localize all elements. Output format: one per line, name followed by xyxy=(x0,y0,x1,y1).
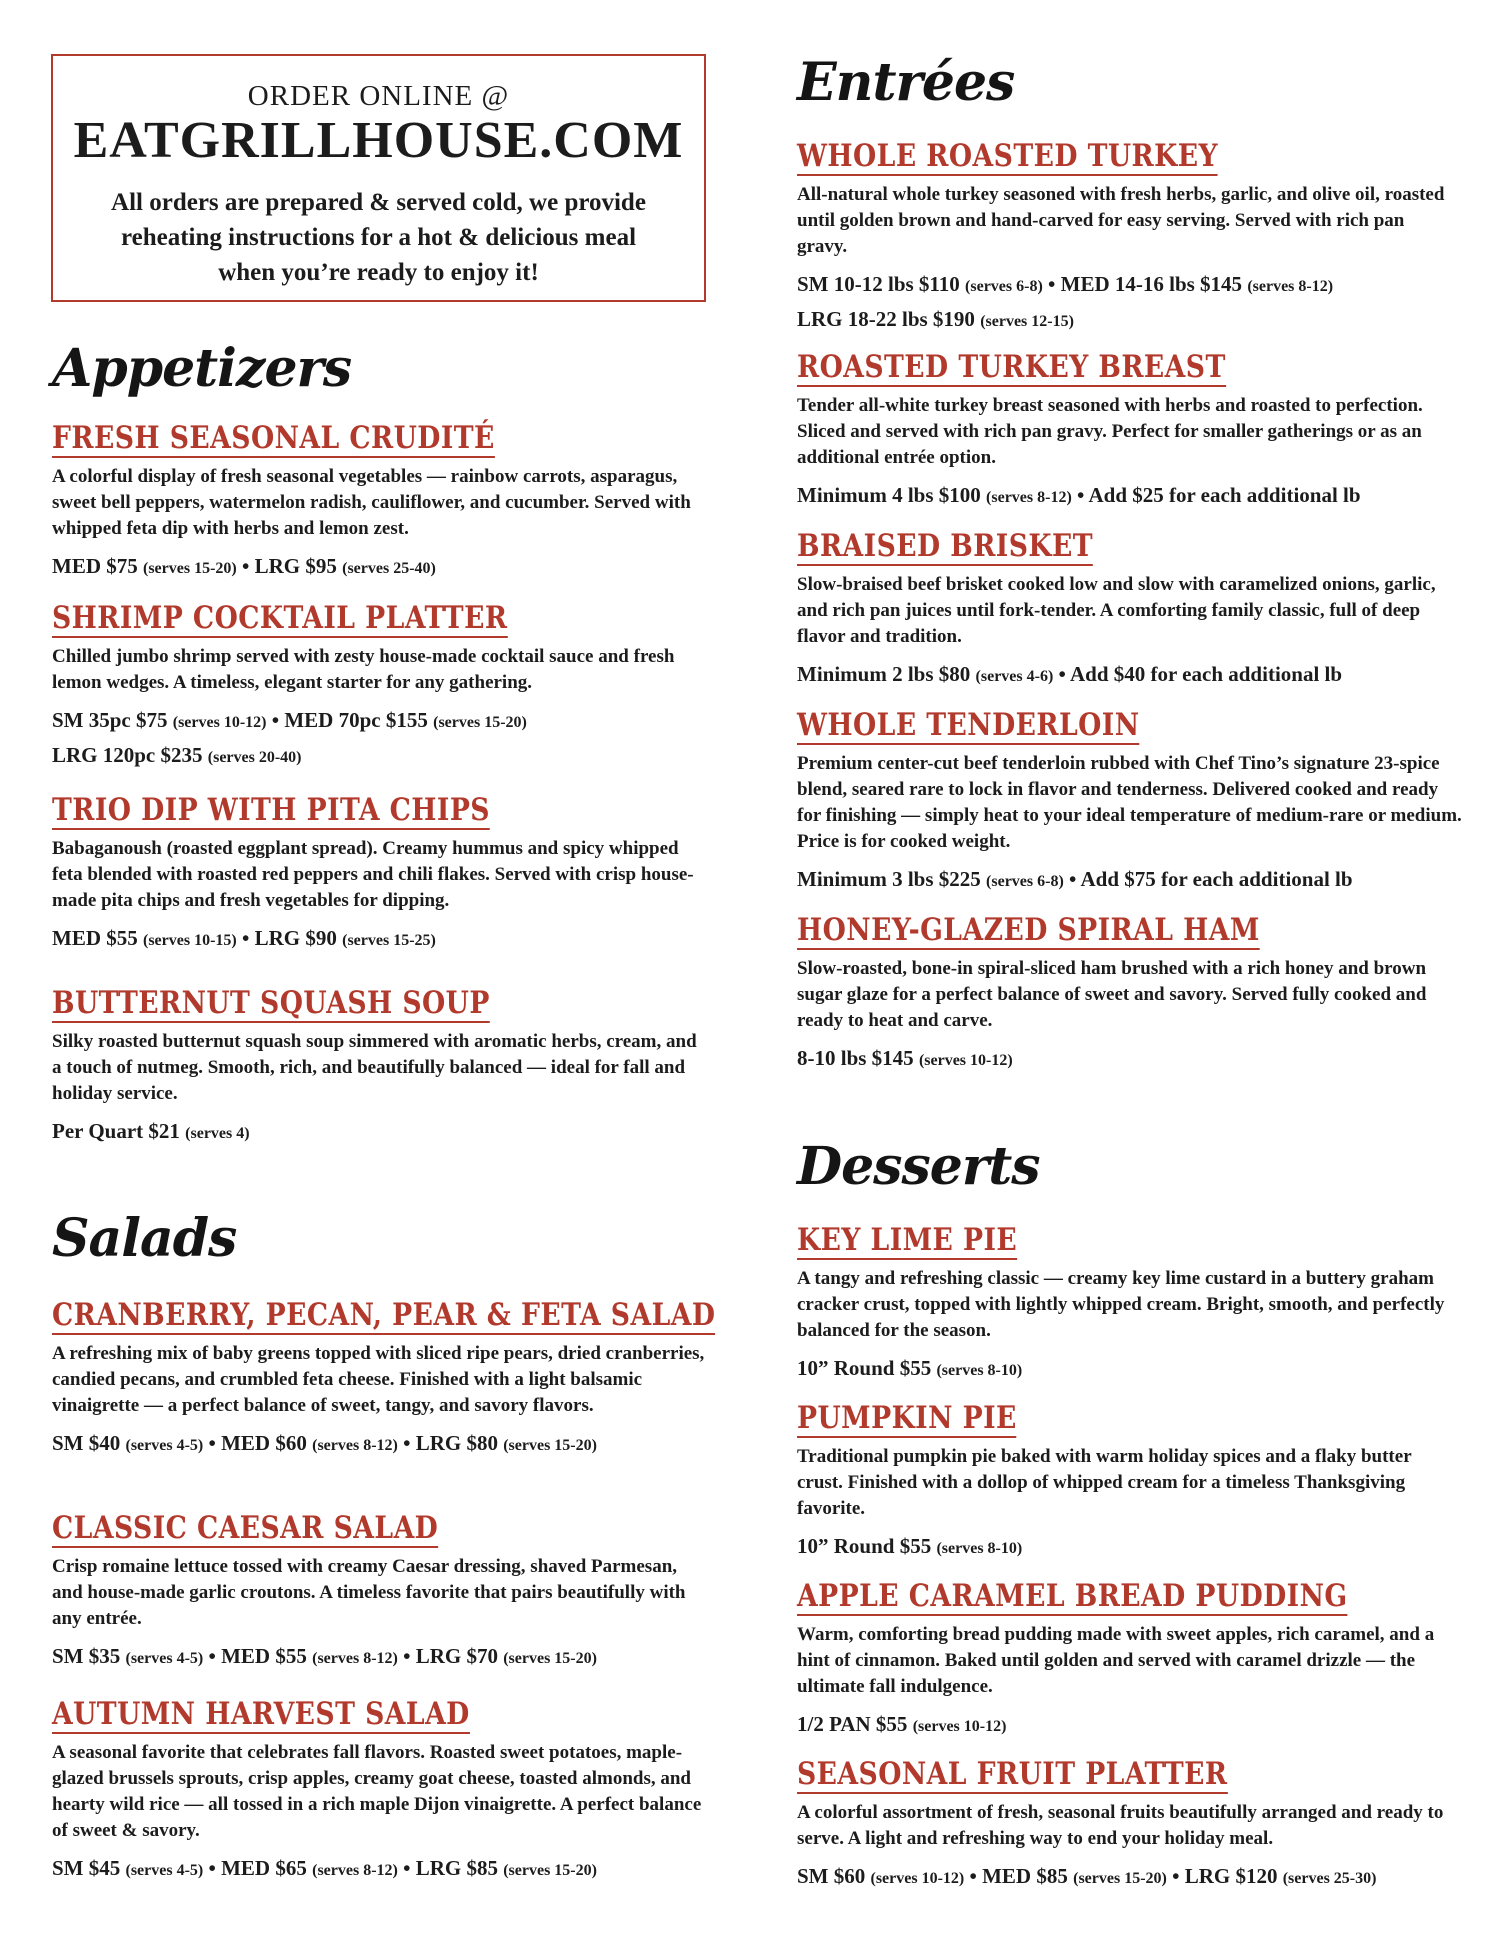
menu-item xyxy=(52,600,702,774)
item-price: 10” Round $55 (serves 8-10) xyxy=(797,1534,1023,1558)
appetizers-heading: Appetizers xyxy=(52,338,352,399)
item-description: A seasonal favorite that celebrates fall flavors. Roasted sweet potatoes, maple-glazed brussels sprouts, crisp apples, creamy goat cheese, toasted almonds, and hearty wild rice — all tossed in a rich maple Dijon vinaigrette. A perfect balance of sweet & savory. xyxy=(52,1742,702,1841)
item-description: Slow-roasted, bone-in spiral-sliced ham brushed with a rich honey and brown sugar glaze for a perfect balance of sweet and savory. Served fully cooked and ready to heat and carve. xyxy=(797,958,1427,1031)
item-price: SM $35 (serves 4-5) • MED $55 (serves 8-12) • LRG $70 (serves 15-20) xyxy=(52,1644,597,1668)
item-name: PUMPKIN PIE xyxy=(797,1400,1017,1436)
order-online-label: ORDER ONLINE @ xyxy=(247,80,510,112)
item-name: BRAISED BRISKET xyxy=(797,528,1094,564)
menu-item xyxy=(797,707,1462,898)
item-description: A colorful assortment of fresh, seasonal fruits beautifully arranged and ready to serve. A light and refreshing way to end your holiday meal. xyxy=(797,1802,1444,1849)
item-price: SM 35pc $75 (serves 10-12) • MED 70pc $155 (serves 15-20) xyxy=(52,708,527,732)
item-description: Tender all-white turkey breast seasoned with herbs and roasted to perfection. Sliced and served with rich pan gravy. Perfect for smaller gatherings or as an additional entrée option. xyxy=(797,395,1423,468)
menu-item xyxy=(797,1222,1457,1387)
item-description: Warm, comforting bread pudding made with sweet apples, rich caramel, and a hint of cinnamon. Baked until golden and served with caramel drizzle — the ultimate fall indulgence. xyxy=(797,1624,1435,1697)
item-name: WHOLE TENDERLOIN xyxy=(797,707,1140,743)
item-description: A refreshing mix of baby greens topped with sliced ripe pears, dried cranberries, candied pecans, and crumbled feta cheese. Finished with a light balsamic vinaigrette — a perfect balance of sweet, tangy, and savory flavors. xyxy=(52,1343,705,1416)
item-name: APPLE CARAMEL BREAD PUDDING xyxy=(797,1578,1348,1614)
item-price: MED $75 (serves 15-20) • LRG $95 (serves 25-40) xyxy=(52,554,436,578)
item-name: CLASSIC CAESAR SALAD xyxy=(52,1510,439,1546)
item-name: TRIO DIP WITH PITA CHIPS xyxy=(52,792,490,828)
item-name: AUTUMN HARVEST SALAD xyxy=(52,1696,470,1732)
menu-item xyxy=(52,1696,712,1887)
item-description: Chilled jumbo shrimp served with zesty house-made cocktail sauce and fresh lemon wedges. A timeless, elegant starter for any gathering. xyxy=(52,646,675,693)
item-price: 1/2 PAN $55 (serves 10-12) xyxy=(797,1712,1007,1736)
item-price: SM $40 (serves 4-5) • MED $60 (serves 8-12) • LRG $80 (serves 15-20) xyxy=(52,1431,597,1455)
order-online-box xyxy=(51,54,706,302)
item-price: Minimum 2 lbs $80 (serves 4-6) • Add $40 for each additional lb xyxy=(797,662,1343,686)
salads-heading: Salads xyxy=(52,1208,237,1269)
item-price: Minimum 3 lbs $225 (serves 6-8) • Add $75 for each additional lb xyxy=(797,867,1353,891)
item-name: SEASONAL FRUIT PLATTER xyxy=(797,1756,1228,1792)
item-name: HONEY-GLAZED SPIRAL HAM xyxy=(797,912,1260,948)
menu-item xyxy=(797,349,1457,514)
reheat-note: All orders are prepared & served cold, we provide reheating instructions for a hot & delicious meal when you’re ready to enjoy it! xyxy=(111,189,646,286)
item-description: Babaganoush (roasted eggplant spread). Creamy hummus and spicy whipped feta blended with roasted red peppers and chili flakes. Served with crisp house-made pita chips and fresh vegetables for dipping. xyxy=(52,838,694,911)
item-price: Minimum 4 lbs $100 (serves 8-12) • Add $25 for each additional lb xyxy=(797,483,1361,507)
website-link[interactable]: EATGRILLHOUSE.COM xyxy=(73,112,684,169)
item-name: SHRIMP COCKTAIL PLATTER xyxy=(52,600,508,636)
item-price: SM 10-12 lbs $110 (serves 6-8) • MED 14-16 lbs $145 (serves 8-12) xyxy=(797,272,1334,296)
desserts-heading: Desserts xyxy=(797,1136,1040,1197)
item-price: SM $60 (serves 10-12) • MED $85 (serves 15-20) • LRG $120 (serves 25-30) xyxy=(797,1864,1377,1888)
item-name: BUTTERNUT SQUASH SOUP xyxy=(52,985,490,1021)
entrees-heading: Entrées xyxy=(797,52,1015,113)
item-name: KEY LIME PIE xyxy=(797,1222,1018,1258)
item-name: ROASTED TURKEY BREAST xyxy=(797,349,1226,385)
menu-item xyxy=(797,1578,1457,1743)
item-name: CRANBERRY, PECAN, PEAR & FETA SALAD xyxy=(52,1297,716,1333)
item-description: Traditional pumpkin pie baked with warm holiday spices and a flaky butter crust. Finished with a dollop of whipped cream for a timeless Thanksgiving favorite. xyxy=(797,1446,1412,1519)
item-description: Crisp romaine lettuce tossed with creamy Caesar dressing, shaved Parmesan, and house-made garlic croutons. A timeless favorite that pairs beautifully with any entrée. xyxy=(52,1556,686,1629)
item-price: Per Quart $21 (serves 4) xyxy=(52,1119,250,1143)
menu-item xyxy=(52,792,702,957)
menu-item xyxy=(52,1510,702,1675)
item-price-line-2: LRG 18-22 lbs $190 (serves 12-15) xyxy=(797,307,1074,331)
item-description: Slow-braised beef brisket cooked low and slow with caramelized onions, garlic, and rich pan juices until fork-tender. A comforting family classic, full of deep flavor and tradition. xyxy=(797,574,1436,647)
item-price: SM $45 (serves 4-5) • MED $65 (serves 8-12) • LRG $85 (serves 15-20) xyxy=(52,1856,597,1880)
item-price-line-2: LRG 120pc $235 (serves 20-40) xyxy=(52,743,302,767)
item-description: A colorful display of fresh seasonal vegetables — rainbow carrots, asparagus, sweet bell peppers, watermelon radish, cauliflower, and cucumber. Served with whipped feta dip with herbs and lemon zest. xyxy=(52,466,691,539)
item-price: MED $55 (serves 10-15) • LRG $90 (serves 15-25) xyxy=(52,926,436,950)
menu-item xyxy=(52,985,702,1150)
menu-item xyxy=(52,420,702,585)
item-description: A tangy and refreshing classic — creamy key lime custard in a buttery graham cracker crust, topped with lightly whipped cream. Bright, smooth, and perfectly balanced for the season. xyxy=(797,1268,1445,1341)
menu-item xyxy=(797,138,1457,338)
item-description: All-natural whole turkey seasoned with fresh herbs, garlic, and olive oil, roasted until golden brown and hand-carved for easy serving. Served with rich pan gravy. xyxy=(797,184,1445,257)
menu-item xyxy=(797,1400,1457,1565)
item-description: Premium center-cut beef tenderloin rubbed with Chef Tino’s signature 23-spice blend, seared rare to lock in flavor and tenderness. Delivered cooked and ready for finishing — simply heat to your ideal temperature of medium-rare or medium. Price is for cooked weight. xyxy=(797,753,1462,852)
item-name: FRESH SEASONAL CRUDITÉ xyxy=(52,420,495,456)
item-price: 8-10 lbs $145 (serves 10-12) xyxy=(797,1046,1013,1070)
menu-item xyxy=(797,1756,1462,1895)
menu-item xyxy=(797,528,1457,693)
item-description: Silky roasted butternut squash soup simmered with aromatic herbs, cream, and a touch of nutmeg. Smooth, rich, and beautifully balanced — ideal for fall and holiday service. xyxy=(52,1031,697,1104)
item-price: 10” Round $55 (serves 8-10) xyxy=(797,1356,1023,1380)
menu-item xyxy=(797,912,1457,1077)
menu-item xyxy=(52,1297,716,1462)
item-name: WHOLE ROASTED TURKEY xyxy=(797,138,1218,174)
